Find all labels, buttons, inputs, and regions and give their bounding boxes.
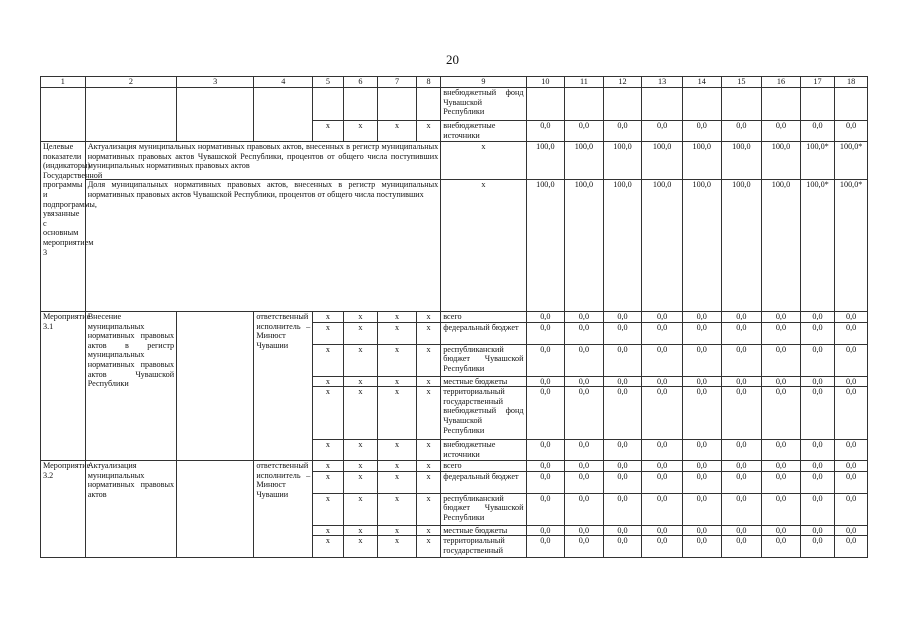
code-cell: x [378, 387, 417, 440]
column-number: 14 [682, 77, 721, 88]
column-number: 17 [800, 77, 835, 88]
value-cell: 0,0 [800, 525, 835, 536]
value-cell: 0,0 [642, 322, 683, 344]
code-cell: x [416, 525, 440, 536]
code-cell: x [378, 461, 417, 472]
value-cell: 0,0 [526, 376, 565, 387]
code-cell: x [416, 471, 440, 493]
code-cell: x [378, 121, 417, 142]
value-cell: 0,0 [721, 493, 762, 525]
value-cell: 0,0 [642, 121, 683, 142]
indicator-value: 100,0 [526, 180, 565, 312]
value-cell: 0,0 [603, 376, 642, 387]
value-cell: 0,0 [721, 322, 762, 344]
value-cell [565, 88, 604, 121]
value-cell: 0,0 [642, 525, 683, 536]
event-label: Мероприятие 3.1 [41, 312, 86, 461]
value-cell: 0,0 [565, 121, 604, 142]
indicator-value: 100,0 [682, 142, 721, 180]
value-cell: 0,0 [642, 376, 683, 387]
value-cell: 0,0 [835, 376, 868, 387]
code-cell [378, 88, 417, 121]
value-cell: 0,0 [835, 322, 868, 344]
value-cell: 0,0 [565, 322, 604, 344]
value-cell: 0,0 [603, 387, 642, 440]
indicator-text: Актуализация муниципальных нормативных правовых актов, внесенных в регистр муниципальных нормативных правовых актов Чувашской Республики, процентов от общего числа поступивших муниципальных нормативных правовых актов [85, 142, 441, 180]
value-cell: 0,0 [800, 344, 835, 376]
value-cell: 0,0 [762, 525, 801, 536]
value-cell: 0,0 [603, 312, 642, 323]
value-cell: 0,0 [642, 471, 683, 493]
value-cell: 0,0 [682, 461, 721, 472]
value-cell [682, 88, 721, 121]
code-cell: x [313, 461, 343, 472]
value-cell: 0,0 [721, 344, 762, 376]
value-cell: 0,0 [800, 312, 835, 323]
code-cell: x [313, 536, 343, 558]
code-cell: x [343, 322, 378, 344]
value-cell: 0,0 [526, 312, 565, 323]
column-number: 10 [526, 77, 565, 88]
value-cell: 0,0 [526, 322, 565, 344]
funding-source: местные бюджеты [441, 376, 526, 387]
funding-source: всего [441, 461, 526, 472]
column-number-row [41, 77, 868, 88]
value-cell: 0,0 [565, 461, 604, 472]
column-number: 12 [603, 77, 642, 88]
value-cell: 0,0 [682, 525, 721, 536]
value-cell: 0,0 [565, 344, 604, 376]
column-number: 8 [416, 77, 440, 88]
column-number: 15 [721, 77, 762, 88]
indicator-x: x [441, 142, 526, 180]
value-cell [800, 88, 835, 121]
value-cell: 0,0 [762, 322, 801, 344]
value-cell: 0,0 [762, 471, 801, 493]
table-body [41, 88, 868, 558]
funding-source: всего [441, 312, 526, 323]
value-cell: 0,0 [800, 121, 835, 142]
value-cell: 0,0 [526, 493, 565, 525]
value-cell: 0,0 [682, 376, 721, 387]
value-cell: 0,0 [682, 121, 721, 142]
code-cell: x [378, 536, 417, 558]
code-cell: x [416, 376, 440, 387]
indicator-value: 100,0 [762, 142, 801, 180]
code-cell: x [343, 387, 378, 440]
value-cell: 0,0 [682, 493, 721, 525]
code-cell [343, 88, 378, 121]
value-cell: 0,0 [721, 312, 762, 323]
value-cell: 0,0 [603, 440, 642, 461]
value-cell: 0,0 [721, 387, 762, 440]
code-cell: x [343, 376, 378, 387]
code-cell: x [378, 493, 417, 525]
value-cell: 0,0 [721, 525, 762, 536]
value-cell: 0,0 [762, 376, 801, 387]
column-number: 16 [762, 77, 801, 88]
value-cell: 0,0 [565, 387, 604, 440]
code-cell: x [378, 344, 417, 376]
funding-source: внебюджетный фонд Чувашской Республики [441, 88, 526, 121]
code-cell: x [343, 121, 378, 142]
code-cell: x [313, 322, 343, 344]
indicator-value: 100,0 [721, 142, 762, 180]
value-cell: 0,0 [642, 461, 683, 472]
funding-source: внебюджетные источники [441, 121, 526, 142]
funding-source: территориальный государственный [441, 536, 526, 558]
value-cell [526, 88, 565, 121]
column-number: 5 [313, 77, 343, 88]
value-cell: 0,0 [642, 344, 683, 376]
cont-cell [41, 88, 86, 142]
table-header [41, 77, 868, 88]
indicator-value: 100,0 [526, 142, 565, 180]
value-cell: 0,0 [603, 525, 642, 536]
value-cell: 0,0 [565, 471, 604, 493]
code-cell: x [313, 387, 343, 440]
value-cell: 0,0 [682, 440, 721, 461]
value-cell: 0,0 [800, 440, 835, 461]
value-cell: 0,0 [682, 536, 721, 558]
value-cell: 0,0 [526, 471, 565, 493]
value-cell: 0,0 [762, 536, 801, 558]
value-cell: 0,0 [565, 312, 604, 323]
column-number: 6 [343, 77, 378, 88]
indicator-value: 100,0* [835, 142, 868, 180]
value-cell: 0,0 [565, 440, 604, 461]
code-cell: x [343, 525, 378, 536]
indicator-value: 100,0* [800, 180, 835, 312]
code-cell: x [378, 312, 417, 323]
value-cell: 0,0 [526, 536, 565, 558]
column-number: 2 [85, 77, 176, 88]
value-cell: 0,0 [603, 471, 642, 493]
cont-cell [177, 88, 254, 142]
indicator-value: 100,0 [682, 180, 721, 312]
indicators-label: Целевые показатели (индикаторы) Государственной программы и подпрограммы, увязанные с основным мероприятием 3 [41, 142, 86, 312]
value-cell: 0,0 [835, 493, 868, 525]
indicator-row [41, 142, 868, 180]
code-cell: x [416, 322, 440, 344]
value-cell: 0,0 [682, 322, 721, 344]
value-cell [603, 88, 642, 121]
value-cell: 0,0 [835, 471, 868, 493]
code-cell: x [378, 322, 417, 344]
value-cell: 0,0 [642, 387, 683, 440]
value-cell: 0,0 [682, 387, 721, 440]
indicator-value: 100,0* [800, 142, 835, 180]
code-cell: x [343, 461, 378, 472]
code-cell: x [313, 525, 343, 536]
value-cell: 0,0 [800, 387, 835, 440]
value-cell: 0,0 [800, 536, 835, 558]
value-cell: 0,0 [642, 493, 683, 525]
value-cell: 0,0 [762, 312, 801, 323]
value-cell: 0,0 [835, 461, 868, 472]
code-cell: x [343, 440, 378, 461]
indicator-value: 100,0 [642, 180, 683, 312]
event-name: Внесение муниципальных нормативных правовых актов в регистр муниципальных нормативных правовых актов Чувашской Республики [85, 312, 176, 461]
event-col3 [177, 461, 254, 558]
value-cell: 0,0 [603, 493, 642, 525]
value-cell: 0,0 [721, 471, 762, 493]
code-cell: x [313, 344, 343, 376]
funding-source: местные бюджеты [441, 525, 526, 536]
value-cell: 0,0 [526, 525, 565, 536]
code-cell: x [343, 344, 378, 376]
code-cell: x [343, 471, 378, 493]
event-col3 [177, 312, 254, 461]
value-cell: 0,0 [835, 121, 868, 142]
event-responsible: ответственный исполнитель – Минюст Чувашии [254, 461, 313, 558]
code-cell: x [378, 525, 417, 536]
code-cell: x [416, 440, 440, 461]
indicator-value: 100,0* [835, 180, 868, 312]
indicator-x: x [441, 180, 526, 312]
column-number: 9 [441, 77, 526, 88]
funding-source: территориальный государственный внебюджетный фонд Чувашской Республики [441, 387, 526, 440]
value-cell: 0,0 [526, 387, 565, 440]
indicator-value: 100,0 [642, 142, 683, 180]
value-cell: 0,0 [565, 493, 604, 525]
column-number: 11 [565, 77, 604, 88]
indicator-value: 100,0 [762, 180, 801, 312]
indicator-value: 100,0 [603, 180, 642, 312]
value-cell: 0,0 [800, 471, 835, 493]
code-cell: x [343, 536, 378, 558]
value-cell: 0,0 [642, 312, 683, 323]
event-responsible: ответственный исполнитель – Минюст Чувашии [254, 312, 313, 461]
table-row [41, 312, 868, 323]
code-cell: x [416, 344, 440, 376]
event-name: Актуализация муниципальных нормативных правовых актов [85, 461, 176, 558]
code-cell [313, 88, 343, 121]
code-cell: x [313, 471, 343, 493]
column-number: 4 [254, 77, 313, 88]
value-cell: 0,0 [565, 536, 604, 558]
value-cell: 0,0 [526, 461, 565, 472]
column-number: 3 [177, 77, 254, 88]
indicator-row [41, 180, 868, 312]
value-cell [835, 88, 868, 121]
value-cell: 0,0 [526, 121, 565, 142]
value-cell: 0,0 [762, 440, 801, 461]
indicator-value: 100,0 [603, 142, 642, 180]
funding-source: федеральный бюджет [441, 471, 526, 493]
column-number: 18 [835, 77, 868, 88]
funding-source: республиканский бюджет Чувашской Республики [441, 493, 526, 525]
value-cell [762, 88, 801, 121]
indicator-text: Доля муниципальных нормативных правовых актов, внесенных в регистр муниципальных нормативных правовых актов Чувашской Республики, процентов от общего числа поступивших [85, 180, 441, 312]
code-cell: x [378, 440, 417, 461]
value-cell: 0,0 [603, 121, 642, 142]
value-cell [642, 88, 683, 121]
column-number: 1 [41, 77, 86, 88]
value-cell: 0,0 [800, 461, 835, 472]
value-cell: 0,0 [800, 376, 835, 387]
program-table [40, 76, 868, 558]
value-cell: 0,0 [800, 322, 835, 344]
table-row [41, 461, 868, 472]
value-cell: 0,0 [721, 440, 762, 461]
value-cell: 0,0 [835, 440, 868, 461]
funding-source: внебюджетные источники [441, 440, 526, 461]
value-cell: 0,0 [762, 461, 801, 472]
code-cell: x [313, 376, 343, 387]
value-cell: 0,0 [603, 322, 642, 344]
page-number: 20 [446, 52, 459, 67]
value-cell: 0,0 [721, 121, 762, 142]
value-cell: 0,0 [721, 536, 762, 558]
funding-source: республиканский бюджет Чувашской Республики [441, 344, 526, 376]
value-cell: 0,0 [721, 376, 762, 387]
indicator-value: 100,0 [565, 142, 604, 180]
code-cell: x [343, 312, 378, 323]
value-cell: 0,0 [603, 536, 642, 558]
value-cell: 0,0 [682, 344, 721, 376]
code-cell: x [416, 312, 440, 323]
column-number: 7 [378, 77, 417, 88]
cont-cell [254, 88, 313, 142]
code-cell: x [416, 493, 440, 525]
indicator-value: 100,0 [565, 180, 604, 312]
code-cell: x [416, 121, 440, 142]
value-cell: 0,0 [642, 536, 683, 558]
value-cell: 0,0 [642, 440, 683, 461]
value-cell: 0,0 [835, 312, 868, 323]
code-cell: x [378, 376, 417, 387]
code-cell: x [313, 121, 343, 142]
funding-source: федеральный бюджет [441, 322, 526, 344]
code-cell: x [313, 493, 343, 525]
value-cell: 0,0 [565, 525, 604, 536]
value-cell: 0,0 [762, 493, 801, 525]
code-cell [416, 88, 440, 121]
code-cell: x [378, 471, 417, 493]
value-cell: 0,0 [800, 493, 835, 525]
code-cell: x [313, 440, 343, 461]
code-cell: x [416, 536, 440, 558]
indicator-value: 100,0 [721, 180, 762, 312]
value-cell: 0,0 [682, 471, 721, 493]
code-cell: x [343, 493, 378, 525]
value-cell: 0,0 [526, 440, 565, 461]
table-row [41, 88, 868, 121]
value-cell: 0,0 [762, 387, 801, 440]
value-cell [721, 88, 762, 121]
value-cell: 0,0 [835, 525, 868, 536]
value-cell: 0,0 [762, 121, 801, 142]
code-cell: x [416, 461, 440, 472]
value-cell: 0,0 [603, 344, 642, 376]
value-cell: 0,0 [762, 344, 801, 376]
cont-cell [85, 88, 176, 142]
value-cell: 0,0 [603, 461, 642, 472]
value-cell: 0,0 [835, 387, 868, 440]
code-cell: x [416, 387, 440, 440]
value-cell: 0,0 [835, 344, 868, 376]
event-label: Мероприятие 3.2 [41, 461, 86, 558]
value-cell: 0,0 [721, 461, 762, 472]
column-number: 13 [642, 77, 683, 88]
value-cell: 0,0 [835, 536, 868, 558]
value-cell: 0,0 [682, 312, 721, 323]
value-cell: 0,0 [565, 376, 604, 387]
value-cell: 0,0 [526, 344, 565, 376]
code-cell: x [313, 312, 343, 323]
